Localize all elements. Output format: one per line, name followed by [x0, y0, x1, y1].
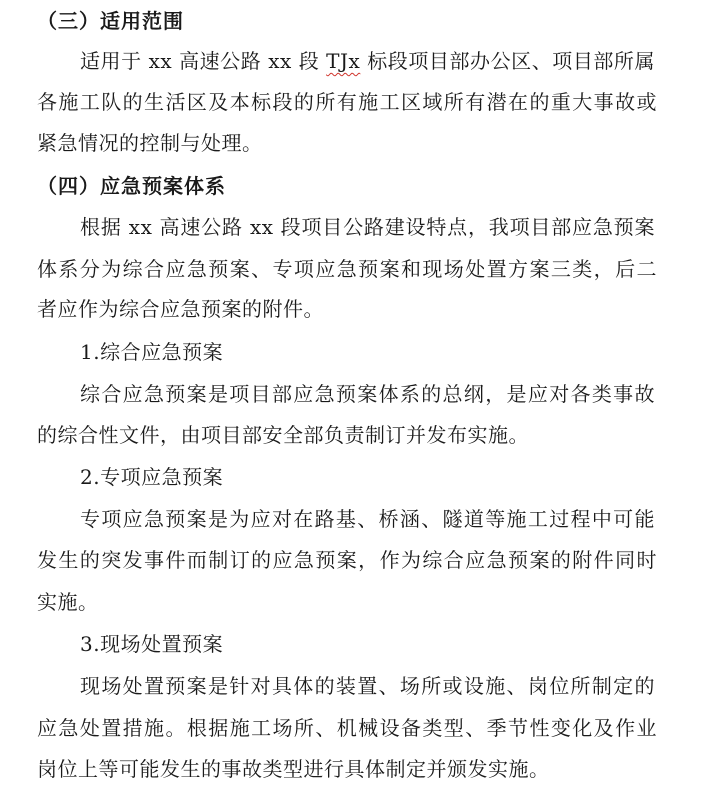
section-heading-scope: （三）适用范围 — [37, 9, 184, 33]
paragraph-line — [0, 48, 655, 74]
paragraph-line: 体系分为综合应急预案、专项应急预案和现场处置方案三类，后二 — [37, 257, 657, 281]
paragraph-line: 的综合性文件，由项目部安全部负责制订并发布实施。 — [37, 423, 529, 447]
subsection-title-onsite-plan: 3.现场处置预案 — [80, 632, 224, 656]
section-heading-emergency-plan-system: （四）应急预案体系 — [37, 174, 226, 198]
paragraph-line: 根据 xx 高速公路 xx 段项目公路建设特点，我项目部应急预案 — [80, 215, 655, 239]
subsection-title-comprehensive-plan: 1.综合应急预案 — [80, 340, 224, 364]
paragraph-line: 现场处置预案是针对具体的装置、场所或设施、岗位所制定的 — [80, 674, 655, 698]
text-span: 适用于 xx 高速公路 xx 段 — [80, 49, 327, 73]
subsection-title-special-plan: 2.专项应急预案 — [80, 465, 224, 489]
paragraph-line: 发生的突发事件而制订的应急预案，作为综合应急预案的附件同时 — [37, 548, 657, 572]
paragraph-line: 应急处置措施。根据施工场所、机械设备类型、季节性变化及作业 — [37, 716, 657, 740]
paragraph-line: 专项应急预案是为应对在路基、桥涵、隧道等施工过程中可能 — [80, 507, 655, 531]
paragraph-line: 实施。 — [37, 590, 99, 614]
spellcheck-marked-text: TJx — [326, 49, 361, 73]
paragraph-line: 紧急情况的控制与处理。 — [37, 131, 263, 155]
paragraph-line: 综合应急预案是项目部应急预案体系的总纲，是应对各类事故 — [80, 382, 655, 406]
text-span: 标段项目部办公区、项目部所属 — [360, 49, 655, 73]
paragraph-line: 岗位上等可能发生的事故类型进行具体制定并颁发实施。 — [37, 757, 550, 781]
paragraph-line: 各施工队的生活区及本标段的所有施工区域所有潜在的重大事故或 — [37, 90, 657, 114]
paragraph-line: 者应作为综合应急预案的附件。 — [37, 297, 324, 321]
